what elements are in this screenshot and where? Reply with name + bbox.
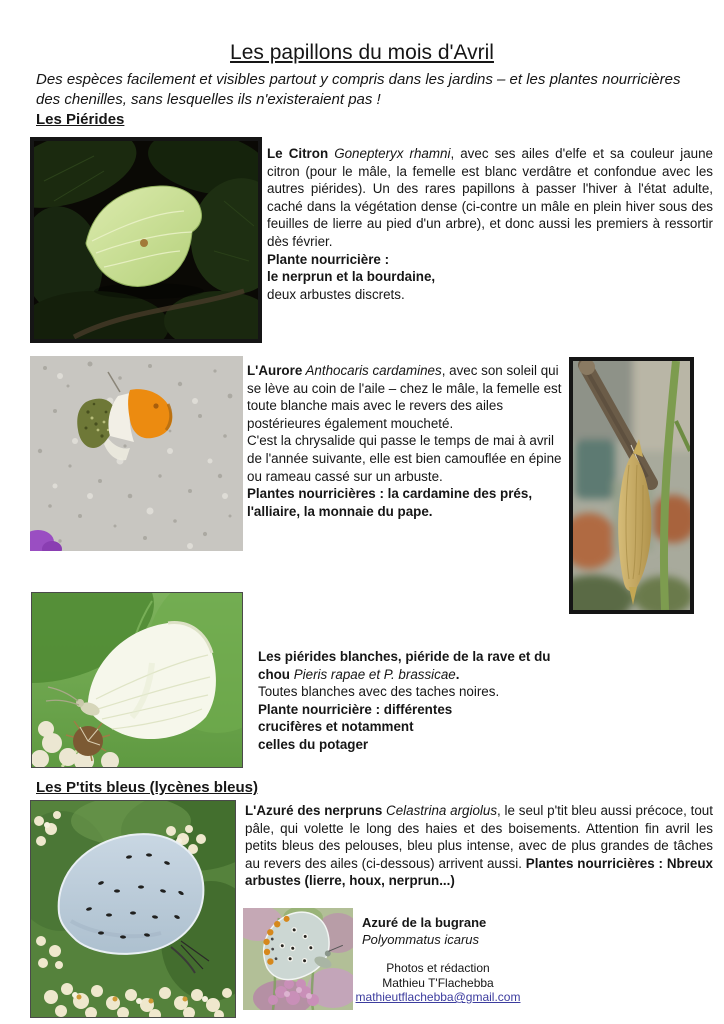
citron-name: Le Citron	[267, 146, 329, 161]
bugrane-name: Azuré de la bugrane	[362, 915, 487, 930]
chrysalis-photo-art	[573, 361, 690, 610]
azure-bugrane-photo-art	[243, 908, 353, 1010]
aurore-body2: C'est la chrysalide qui passe le temps de mai à avril de l'année suivante, elle est bien camouflée en épine ou rameau cassé sur un arbuste.	[247, 433, 562, 484]
citron-body: , avec ses ailes d'elfe et sa couleur jaune citron (pour le mâle, la femelle est blanc verdâtre et confondue avec les autres piérides). Un des rares papillons à passer l'hiver à l'état adulte, caché dans la végétation dense (ci-contre un mâle en plein hiver sous des feuilles de lierre au pied d'un arbre), et donc aussi les premiers à ressortir dès février.	[267, 146, 713, 249]
bugrane-latin: Polyommatus icarus	[362, 932, 480, 947]
azure-text-block	[245, 802, 713, 890]
blanches-latin: Pieris rapae et P. brassicae	[290, 666, 456, 682]
author-email-link[interactable]: mathieutflachebba@gmail.com	[355, 990, 521, 1004]
credits-line2: Mathieu T'Flachebba	[382, 975, 494, 990]
aurore-body1: , avec son soleil qui se lève au coin de l'aile – chez le mâle, la femelle est toute blanche mais avec le revers des ailes postérieures également moucheté.	[247, 363, 562, 431]
citron-photo	[30, 137, 262, 343]
blanches-plants-1: Plante nourricière : différentes	[258, 701, 453, 717]
aurore-plants: Plantes nourricières : la cardamine des prés, l'alliaire, la monnaie du pape.	[247, 486, 533, 519]
section-heading-bleus: Les P'tits bleus (lycènes bleus)	[36, 779, 258, 796]
azure-bugrane-photo	[243, 908, 353, 1010]
page-title: Les papillons du mois d'Avril	[230, 41, 494, 64]
citron-latin: Gonepteryx rhamni	[328, 146, 451, 161]
azure-name: L'Azuré des nerpruns	[245, 803, 383, 818]
blanches-plants-3: celles du potager	[258, 736, 369, 752]
citron-plant-label: Plante nourricière :	[267, 251, 390, 267]
citron-plant-names: le nerprun et la bourdaine,	[267, 269, 436, 285]
azure-plants: Plantes nourricières : Nbreux arbustes (lierre, houx, nerprun...)	[245, 855, 713, 889]
pieride-blanche-photo	[31, 592, 243, 768]
blanches-plants-2: crucifères et notamment	[258, 719, 414, 735]
azure-nerpruns-photo	[30, 800, 236, 1018]
azure-body: , le seul p'tit bleu aussi précoce, tout pâle, qui volette le long des haies et des boisements. Attention fin avril les petits bleus des pelouses, bleu plus intense, avec de plus grandes de tâches au revers des ailes (ci-dessous) arrivent aussi.	[245, 803, 713, 871]
credits-line1: Photos et rédaction	[386, 961, 490, 975]
credits-block	[352, 961, 524, 1005]
pieride-blanche-photo-art	[32, 593, 242, 767]
intro-text: Des espèces facilement et visibles partout y compris dans les jardins – et les plantes nourricières des chenilles, sans lesquelles ils n'existeraient pas !	[36, 71, 681, 108]
blanches-name: Les piérides blanches, piéride de la rave et du chou	[258, 649, 551, 682]
blanches-text-block	[258, 648, 570, 754]
citron-photo-art	[34, 141, 258, 339]
azure-latin: Celastrina argiolus	[382, 803, 498, 818]
bugrane-caption	[362, 914, 562, 948]
section-heading-pierides: Les Piérides	[36, 111, 125, 128]
chrysalis-photo	[569, 357, 694, 614]
citron-text-block	[267, 145, 713, 303]
aurore-latin: Anthocaris cardamines	[302, 363, 442, 378]
aurore-text-block	[247, 362, 569, 520]
blanches-body: Toutes blanches avec des taches noires.	[258, 684, 500, 700]
azure-nerpruns-photo-art	[31, 801, 235, 1017]
aurore-photo-art	[30, 356, 243, 551]
blanches-dot: .	[455, 666, 460, 682]
citron-plant-note: deux arbustes discrets.	[267, 286, 405, 302]
aurore-name: L'Aurore	[247, 363, 303, 378]
aurore-photo	[30, 356, 243, 551]
